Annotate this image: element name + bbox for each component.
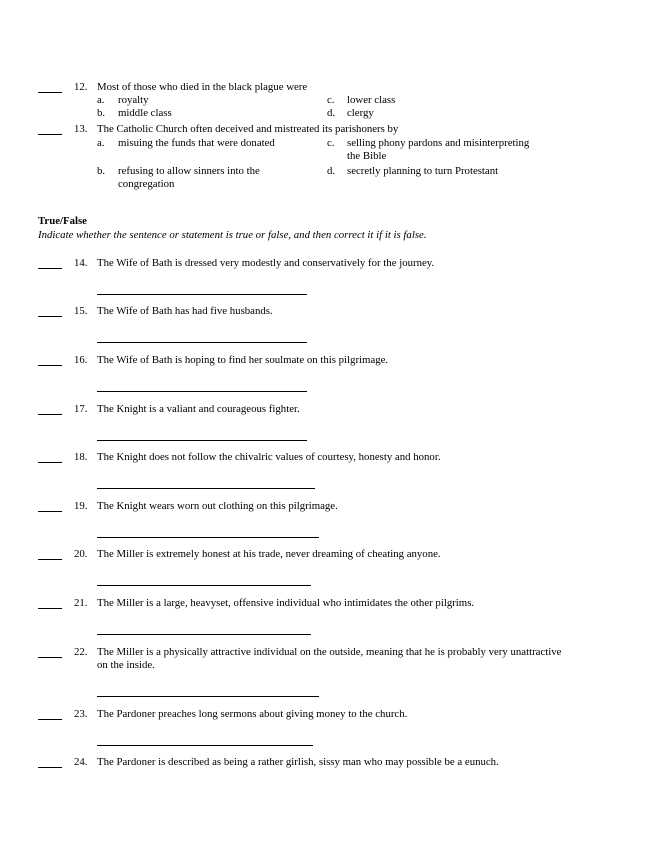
question-number: 12.	[74, 81, 88, 93]
option-letter: d.	[327, 165, 336, 177]
statement-text: The Miller is extremely honest at his trade, never dreaming of cheating anyone.	[97, 548, 441, 560]
answer-blank[interactable]	[38, 414, 62, 415]
answer-blank[interactable]	[38, 657, 62, 658]
question-text: Most of those who died in the black plague were	[97, 81, 308, 93]
option-text: misuing the funds that were donated	[118, 137, 275, 149]
section-instructions: Indicate whether the sentence or statement is true or false, and then correct it if it is false.	[38, 229, 427, 241]
question-number: 24.	[74, 756, 88, 768]
correction-line[interactable]	[97, 294, 307, 295]
option-text: secretly planning to turn Protestant	[347, 165, 499, 177]
correction-line[interactable]	[97, 488, 315, 489]
answer-blank[interactable]	[38, 268, 62, 269]
correction-line[interactable]	[97, 585, 311, 586]
statement-text: The Knight wears worn out clothing on this pilgrimage.	[97, 500, 338, 512]
answer-blank[interactable]	[38, 608, 62, 609]
statement-text: The Wife of Bath has had five husbands.	[97, 305, 273, 317]
option-letter: b.	[97, 165, 106, 177]
question-number: 19.	[74, 500, 88, 512]
correction-line[interactable]	[97, 342, 307, 343]
option-text: lower class	[347, 94, 396, 106]
section-title: True/False	[38, 215, 87, 227]
statement-text: on the inside.	[97, 659, 155, 671]
option-letter: c.	[327, 94, 335, 106]
statement-text: The Miller is a physically attractive individual on the outside, meaning that he is probably very unattractive	[97, 646, 562, 658]
option-text: royalty	[118, 94, 149, 106]
statement-text: The Wife of Bath is dressed very modestly and conservatively for the journey.	[97, 257, 435, 269]
question-number: 13.	[74, 123, 88, 135]
option-text: middle class	[118, 107, 172, 119]
answer-blank[interactable]	[38, 559, 62, 560]
statement-text: The Pardoner preaches long sermons about giving money to the church.	[97, 708, 408, 720]
option-letter: a.	[97, 94, 105, 106]
correction-line[interactable]	[97, 440, 307, 441]
correction-line[interactable]	[97, 537, 319, 538]
option-letter: c.	[327, 137, 335, 149]
answer-blank[interactable]	[38, 134, 62, 135]
option-text: selling phony pardons and misinterpreting	[347, 137, 530, 149]
question-number: 17.	[74, 403, 88, 415]
question-number: 23.	[74, 708, 88, 720]
answer-blank[interactable]	[38, 719, 62, 720]
statement-text: The Miller is a large, heavyset, offensive individual who intimidates the other pilgrims.	[97, 597, 475, 609]
correction-line[interactable]	[97, 696, 319, 697]
statement-text: The Wife of Bath is hoping to find her soulmate on this pilgrimage.	[97, 354, 389, 366]
correction-line[interactable]	[97, 634, 311, 635]
option-letter: a.	[97, 137, 105, 149]
question-number: 16.	[74, 354, 88, 366]
answer-blank[interactable]	[38, 511, 62, 512]
correction-line[interactable]	[97, 745, 313, 746]
option-text: the Bible	[347, 150, 387, 162]
statement-text: The Knight is a valiant and courageous fighter.	[97, 403, 300, 415]
question-number: 21.	[74, 597, 88, 609]
option-text: congregation	[118, 178, 175, 190]
correction-line[interactable]	[97, 391, 307, 392]
question-number: 14.	[74, 257, 88, 269]
option-text: clergy	[347, 107, 374, 119]
statement-text: The Knight does not follow the chivalric values of courtesy, honesty and honor.	[97, 451, 441, 463]
option-letter: b.	[97, 107, 106, 119]
question-number: 20.	[74, 548, 88, 560]
answer-blank[interactable]	[38, 767, 62, 768]
statement-text: The Pardoner is described as being a rather girlish, sissy man who may possible be a eunuch.	[97, 756, 499, 768]
option-text: refusing to allow sinners into the	[118, 165, 260, 177]
question-text: The Catholic Church often deceived and mistreated its parishoners by	[97, 123, 399, 135]
answer-blank[interactable]	[38, 462, 62, 463]
answer-blank[interactable]	[38, 92, 62, 93]
answer-blank[interactable]	[38, 365, 62, 366]
answer-blank[interactable]	[38, 316, 62, 317]
option-letter: d.	[327, 107, 336, 119]
question-number: 22.	[74, 646, 88, 658]
question-number: 15.	[74, 305, 88, 317]
question-number: 18.	[74, 451, 88, 463]
